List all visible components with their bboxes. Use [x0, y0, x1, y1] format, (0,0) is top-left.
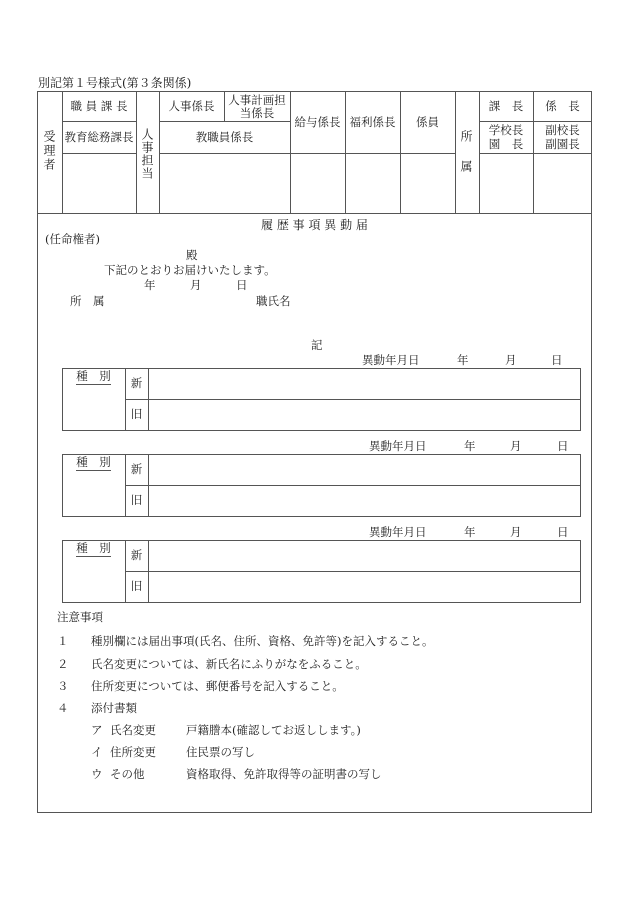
receiver-bottom-line [37, 213, 592, 214]
affiliation-label: 所 属 [70, 294, 105, 308]
note-item-1: 種別欄には届出事項(氏名、住所、資格、免許等)を記入すること。 [91, 634, 434, 648]
entry2-date-label: 異動年月日 [369, 439, 427, 453]
appointer-label: (任命権者) [45, 232, 100, 246]
receiver-label: 受理者 [42, 130, 56, 172]
ki-label: 記 [311, 338, 323, 352]
personnel-chief: 人事係長 [168, 99, 215, 113]
note-item-4: 添付書類 [91, 701, 137, 715]
position-name-label: 職氏名 [256, 294, 291, 308]
subsection-chief: 係 長 [545, 99, 580, 113]
entry3-type-label: 種 別 [76, 541, 111, 555]
vice-principal: 副校長 [545, 123, 580, 137]
form-id: 別記第１号様式(第３条関係) [38, 76, 192, 90]
affiliation-vertical-label: 所属 [459, 130, 473, 190]
attachment-name-1: 氏名変更 [110, 723, 156, 737]
entry3-date-label: 異動年月日 [369, 525, 427, 539]
attachment-doc-2: 住民票の写し [186, 745, 255, 759]
dono-label: 殿 [186, 248, 198, 262]
kindergarten-head: 園 長 [488, 137, 524, 151]
entry2-type-label: 種 別 [76, 455, 111, 469]
note-item-2: 氏名変更については、新氏名にふりがなをふること。 [91, 657, 367, 671]
attachment-name-2: 住所変更 [110, 745, 156, 759]
entry2-old-label: 旧 [130, 493, 143, 507]
entry1-type-label: 種 別 [76, 369, 111, 383]
notes-heading: 注意事項 [57, 610, 103, 624]
attachment-name-3: その他 [110, 767, 145, 781]
intro-text: 下記のとおりお届けいたします。 [104, 263, 276, 277]
vice-kindergarten-head: 副園長 [545, 137, 580, 151]
note-item-3: 住所変更については、郵便番号を記入すること。 [91, 679, 344, 693]
attachment-doc-1: 戸籍謄本(確認してお返しします。) [186, 723, 361, 737]
entry1-new-label: 新 [130, 376, 143, 390]
personnel-vertical-label: 人事担当 [140, 128, 154, 180]
section-chief: 課 長 [488, 99, 524, 113]
attachment-doc-3: 資格取得、免許取得等の証明書の写し [186, 767, 382, 781]
welfare-chief: 福利係長 [349, 115, 396, 129]
entry3-new-label: 新 [130, 548, 143, 562]
entry2-new-label: 新 [130, 462, 143, 476]
staff-member: 係員 [416, 115, 439, 129]
submission-date: 年 月 日 [144, 278, 248, 292]
entry3-old-label: 旧 [130, 579, 143, 593]
education-affairs-chief: 教育総務課長 [64, 130, 134, 144]
entry1-old-label: 旧 [130, 407, 143, 421]
salary-chief: 給与係長 [294, 115, 341, 129]
personnel-planning-chief: 人事計画担当係長 [228, 93, 286, 120]
staff-section-chief: 職 員 課 長 [70, 99, 128, 113]
form-title: 履 歴 事 項 異 動 届 [261, 218, 368, 232]
principal: 学校長 [488, 123, 524, 137]
entry1-date-label: 異動年月日 [362, 353, 420, 367]
teaching-staff-chief: 教職員係長 [195, 130, 254, 144]
